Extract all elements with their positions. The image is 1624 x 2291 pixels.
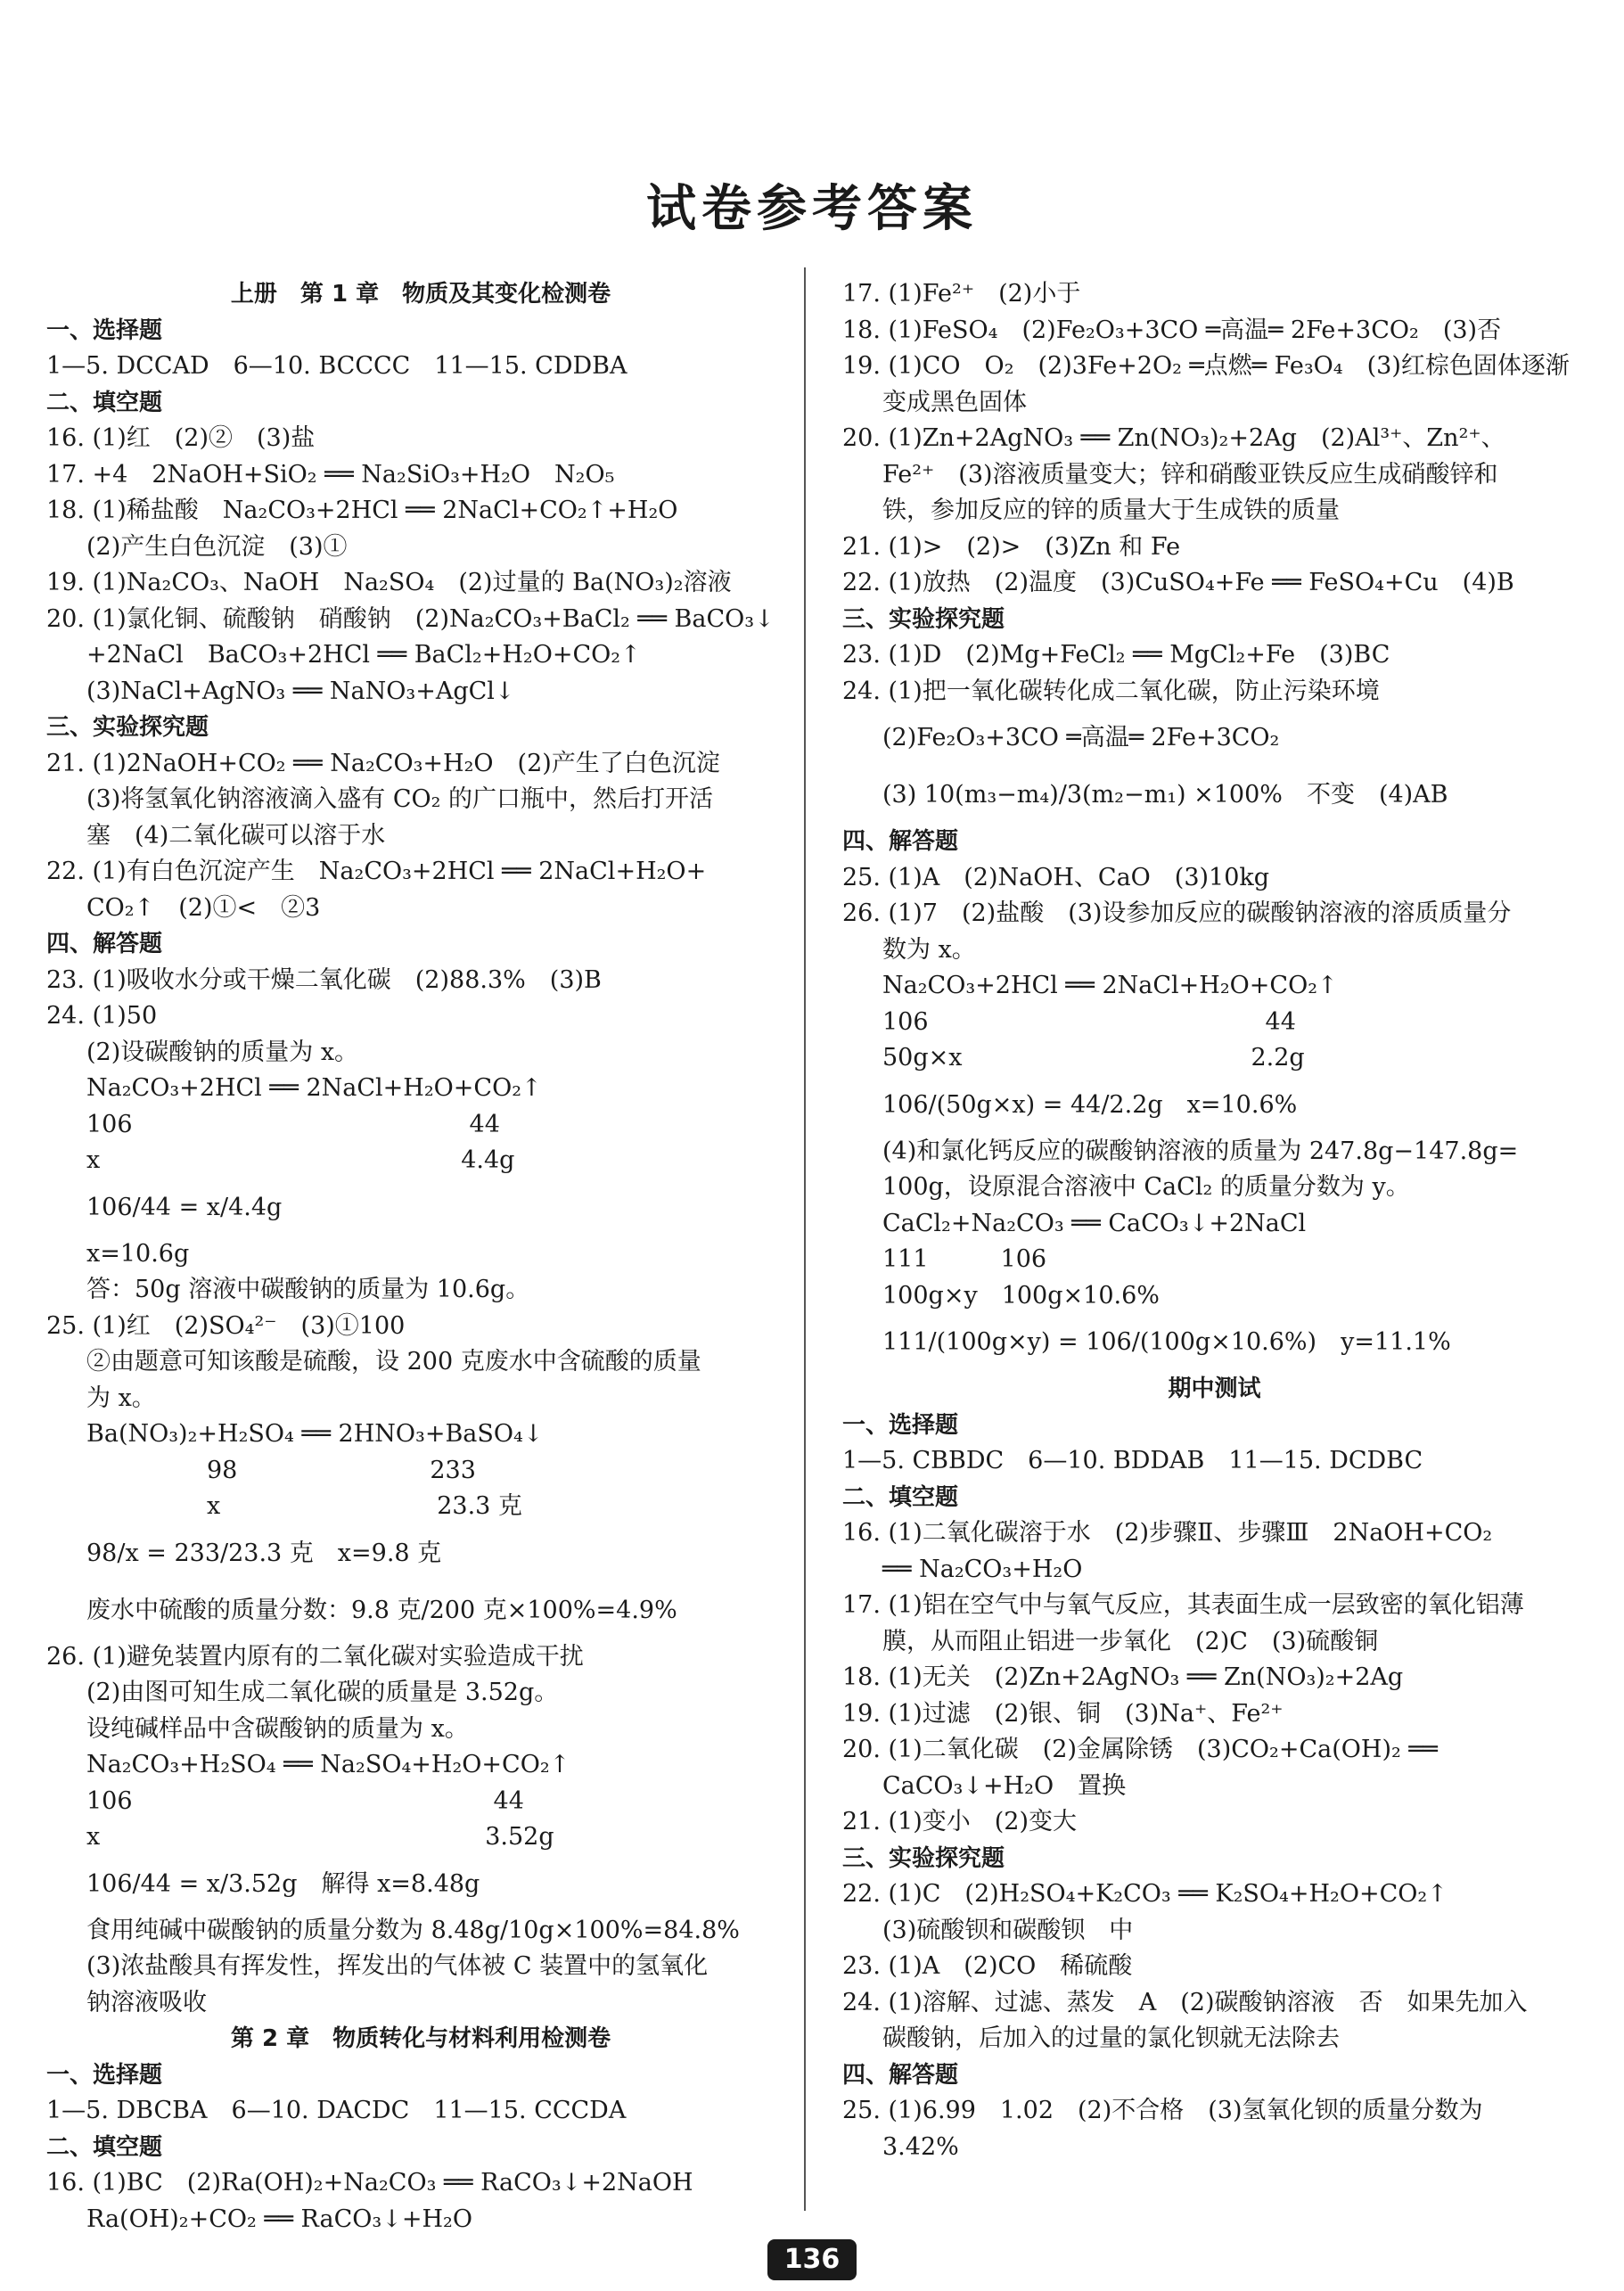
answer-line: x 3.52g: [86, 1823, 554, 1851]
chapter-title: 上册 第 1 章 物质及其变化检测卷: [230, 281, 611, 308]
answer-line: 变成黑色固体: [882, 388, 1027, 416]
answer-line: Na₂CO₃+H₂SO₄ ══ Na₂SO₄+H₂O+CO₂↑: [86, 1751, 570, 1778]
answer-line: 106 44: [882, 1007, 1296, 1036]
answer-line: 18. (1)无关 (2)Zn+2AgNO₃ ══ Zn(NO₃)₂+2Ag: [842, 1663, 1404, 1691]
answer-line: 98/x = 233/23.3 克 x=9.8 克: [86, 1539, 442, 1567]
answer-line: 答：50g 溶液中碳酸钠的质量为 10.6g。: [86, 1276, 530, 1303]
answer-line: CaCO₃↓+H₂O 置换: [882, 1771, 1127, 1800]
answer-line: 25. (1)A (2)NaOH、CaO (3)10kg: [842, 863, 1270, 891]
answer-line: 106/(50g×x) = 44/2.2g x=10.6%: [882, 1090, 1298, 1119]
answer-line: Ba(NO₃)₂+H₂SO₄ ══ 2HNO₃+BaSO₄↓: [86, 1420, 544, 1448]
answer-line: ②由题意可知该酸是硫酸，设 200 克废水中含硫酸的质量: [86, 1348, 701, 1375]
answer-line: 98 233: [86, 1456, 476, 1484]
page-number: 136: [767, 2239, 857, 2280]
answer-line: 24. (1)50: [46, 1002, 158, 1030]
answer-line: 106 44: [86, 1110, 500, 1138]
section-heading: 二、填空题: [46, 389, 163, 416]
answer-line: 23. (1)D (2)Mg+FeCl₂ ══ MgCl₂+Fe (3)BC: [842, 641, 1390, 669]
answer-line: (3) 10(m₃−m₄)/3(m₂−m₁) ×100% 不变 (4)AB: [882, 781, 1448, 809]
answer-line: 21. (1)> (2)> (3)Zn 和 Fe: [842, 532, 1181, 561]
answer-line: 22. (1)放热 (2)温度 (3)CuSO₄+Fe ══ FeSO₄+Cu (4)B: [842, 569, 1514, 596]
answer-line: 19. (1)过滤 (2)银、铜 (3)Na⁺、Fe²⁺: [842, 1699, 1284, 1728]
answer-line: CaCl₂+Na₂CO₃ ══ CaCO₃↓+2NaCl: [882, 1209, 1307, 1237]
answer-line: 21. (1)变小 (2)变大: [842, 1808, 1078, 1835]
answer-line: Na₂CO₃+2HCl ══ 2NaCl+H₂O+CO₂↑: [86, 1074, 542, 1102]
answer-line: (2)由图可知生成二氧化碳的质量是 3.52g。: [86, 1679, 559, 1706]
answer-line: 25. (1)6.99 1.02 (2)不合格 (3)氢氧化钡的质量分数为: [842, 2097, 1483, 2124]
section-heading: 三、实验探究题: [842, 605, 1005, 633]
answer-line: Fe²⁺ (3)溶液质量变大；锌和硝酸亚铁反应生成硝酸锌和: [882, 460, 1498, 489]
answer-line: 19. (1)CO O₂ (2)3Fe+2O₂ ═点燃═ Fe₃O₄ (3)红棕色固体逐渐: [842, 352, 1570, 380]
answer-line: (3)将氢氧化钠溶液滴入盛有 CO₂ 的广口瓶中，然后打开活: [86, 785, 714, 813]
answer-line: CO₂↑ (2)①< ②3: [86, 893, 321, 922]
answer-line: (3)NaCl+AgNO₃ ══ NaNO₃+AgCl↓: [86, 677, 515, 705]
answer-line: 16. (1)二氧化碳溶于水 (2)步骤Ⅱ、步骤Ⅲ 2NaOH+CO₂: [842, 1519, 1493, 1547]
section-heading: 二、填空题: [842, 1483, 959, 1511]
answer-line: x 4.4g: [86, 1146, 515, 1174]
column-divider: [804, 267, 806, 2211]
section-heading: 四、解答题: [46, 931, 163, 957]
answer-line: 22. (1)有白色沉淀产生 Na₂CO₃+2HCl ══ 2NaCl+H₂O+: [46, 858, 707, 885]
answer-line: (3)硫酸钡和碳酸钡 中: [882, 1916, 1134, 1944]
answer-line: 100g，设原混合溶液中 CaCl₂ 的质量分数为 y。: [882, 1173, 1410, 1201]
answer-line: 16. (1)BC (2)Ra(OH)₂+Na₂CO₃ ══ RaCO₃↓+2NaOH: [46, 2169, 693, 2197]
answer-line: 106/44 = x/3.52g 解得 x=8.48g: [86, 1869, 480, 1898]
answer-line: 20. (1)二氧化碳 (2)金属除锈 (3)CO₂+Ca(OH)₂ ══: [842, 1736, 1438, 1763]
answer-line: 1—5. DCCAD 6—10. BCCCC 11—15. CDDBA: [46, 352, 627, 380]
answer-line: 3.42%: [882, 2132, 959, 2161]
answer-line: 23. (1)A (2)CO 稀硫酸: [842, 1952, 1133, 1980]
section-heading: 一、选择题: [46, 2061, 163, 2089]
answer-line: 16. (1)红 (2)② (3)盐: [46, 424, 316, 452]
right-column: [842, 276, 1587, 2165]
answer-line: 食用纯碱中碳酸钠的质量分数为 8.48g/10g×100%=84.8%: [86, 1916, 740, 1944]
answer-line: x 23.3 克: [86, 1492, 522, 1520]
answer-line: 26. (1)避免装置内原有的二氧化碳对实验造成干扰: [46, 1642, 584, 1671]
section-heading: 二、填空题: [46, 2133, 163, 2161]
answer-line: 22. (1)C (2)H₂SO₄+K₂CO₃ ══ K₂SO₄+H₂O+CO₂↑: [842, 1880, 1448, 1908]
answer-line: 21. (1)2NaOH+CO₂ ══ Na₂CO₃+H₂O (2)产生了白色沉淀: [46, 749, 720, 777]
answer-line: x=10.6g: [86, 1239, 190, 1268]
answer-line: 111 106: [882, 1245, 1047, 1273]
answer-line: 24. (1)把一氧化碳转化成二氧化碳，防止污染环境: [842, 677, 1380, 705]
answer-line: 20. (1)氯化铜、硫酸钠 硝酸钠 (2)Na₂CO₃+BaCl₂ ══ BaCO₃↓: [46, 604, 775, 633]
section-heading: 三、实验探究题: [46, 714, 209, 741]
answer-line: 17. (1)铝在空气中与氧气反应，其表面生成一层致密的氧化铝薄: [842, 1591, 1524, 1619]
answer-line: 106 44: [86, 1786, 524, 1815]
answer-line: 膜，从而阻止铝进一步氧化 (2)C (3)硫酸铜: [882, 1627, 1379, 1655]
answer-line: 18. (1)稀盐酸 Na₂CO₃+2HCl ══ 2NaCl+CO₂↑+H₂O: [46, 497, 678, 524]
section-heading: 一、选择题: [46, 316, 163, 344]
answer-line: (2)Fe₂O₃+3CO ═高温═ 2Fe+3CO₂: [882, 724, 1280, 751]
answer-line: (2)产生白色沉淀 (3)①: [86, 532, 348, 561]
answer-line: 18. (1)FeSO₄ (2)Fe₂O₃+3CO ═高温═ 2Fe+3CO₂ (3)否: [842, 316, 1502, 344]
chapter-title: 第 2 章 物质转化与材料利用检测卷: [230, 2025, 611, 2052]
answer-line: 为 x。: [86, 1384, 156, 1412]
answer-line: 19. (1)Na₂CO₃、NaOH Na₂SO₄ (2)过量的 Ba(NO₃)₂溶液: [46, 569, 732, 596]
answer-line: (4)和氯化钙反应的碳酸钠溶液的质量为 247.8g−147.8g=: [882, 1137, 1519, 1165]
answer-line: Ra(OH)₂+CO₂ ══ RaCO₃↓+H₂O: [86, 2205, 472, 2233]
answer-line: 20. (1)Zn+2AgNO₃ ══ Zn(NO₃)₂+2Ag (2)Al³⁺、Zn²⁺、: [842, 424, 1505, 452]
answer-line: +2NaCl BaCO₃+2HCl ══ BaCl₂+H₂O+CO₂↑: [86, 641, 641, 669]
answer-line: 26. (1)7 (2)盐酸 (3)设参加反应的碳酸钠溶液的溶质质量分: [842, 899, 1512, 927]
left-column: [46, 276, 795, 2238]
answer-line: 25. (1)红 (2)SO₄²⁻ (3)①100: [46, 1311, 406, 1340]
chapter-title: 期中测试: [1168, 1375, 1261, 1402]
answer-line: 设纯碱样品中含碳酸钠的质量为 x。: [86, 1714, 469, 1743]
answer-line: 100g×y 100g×10.6%: [882, 1281, 1160, 1310]
answer-line: 111/(100g×y) = 106/(100g×10.6%) y=11.1%: [882, 1328, 1451, 1356]
answer-line: ══ Na₂CO₃+H₂O: [882, 1555, 1083, 1583]
answer-line: 废水中硫酸的质量分数：9.8 克/200 克×100%=4.9%: [86, 1596, 677, 1624]
answer-line: 数为 x。: [882, 935, 976, 964]
answer-line: 1—5. DBCBA 6—10. DACDC 11—15. CCCDA: [46, 2097, 627, 2124]
answer-line: 50g×x 2.2g: [882, 1044, 1305, 1072]
section-heading: 一、选择题: [842, 1411, 959, 1439]
answer-line: 17. +4 2NaOH+SiO₂ ══ Na₂SiO₃+H₂O N₂O₅: [46, 460, 615, 489]
answer-line: (2)设碳酸钠的质量为 x。: [86, 1038, 359, 1066]
answer-line: Na₂CO₃+2HCl ══ 2NaCl+H₂O+CO₂↑: [882, 972, 1338, 999]
answer-line: 106/44 = x/4.4g: [86, 1193, 283, 1221]
answer-line: (3)浓盐酸具有挥发性，挥发出的气体被 C 装置中的氢氧化: [86, 1952, 709, 1980]
answer-line: 塞 (4)二氧化碳可以溶于水: [86, 821, 386, 850]
answer-line: 17. (1)Fe²⁺ (2)小于: [842, 280, 1081, 308]
answer-line: 碳酸钠，后加入的过量的氯化钡就无法除去: [882, 2024, 1340, 2052]
section-heading: 三、实验探究题: [842, 1844, 1005, 1872]
section-heading: 四、解答题: [842, 2061, 959, 2089]
answer-line: 23. (1)吸收水分或干燥二氧化碳 (2)88.3% (3)B: [46, 965, 602, 994]
answer-line: 铁，参加反应的锌的质量大于生成铁的质量: [882, 497, 1340, 524]
answer-line: 24. (1)溶解、过滤、蒸发 A (2)碳酸钠溶液 否 如果先加入: [842, 1988, 1528, 2016]
answer-line: 1—5. CBBDC 6—10. BDDAB 11—15. DCDBC: [842, 1447, 1423, 1474]
answer-line: 钠溶液吸收: [86, 1988, 207, 2016]
section-heading: 四、解答题: [842, 828, 959, 855]
page-title: 试卷参考答案: [646, 179, 978, 238]
